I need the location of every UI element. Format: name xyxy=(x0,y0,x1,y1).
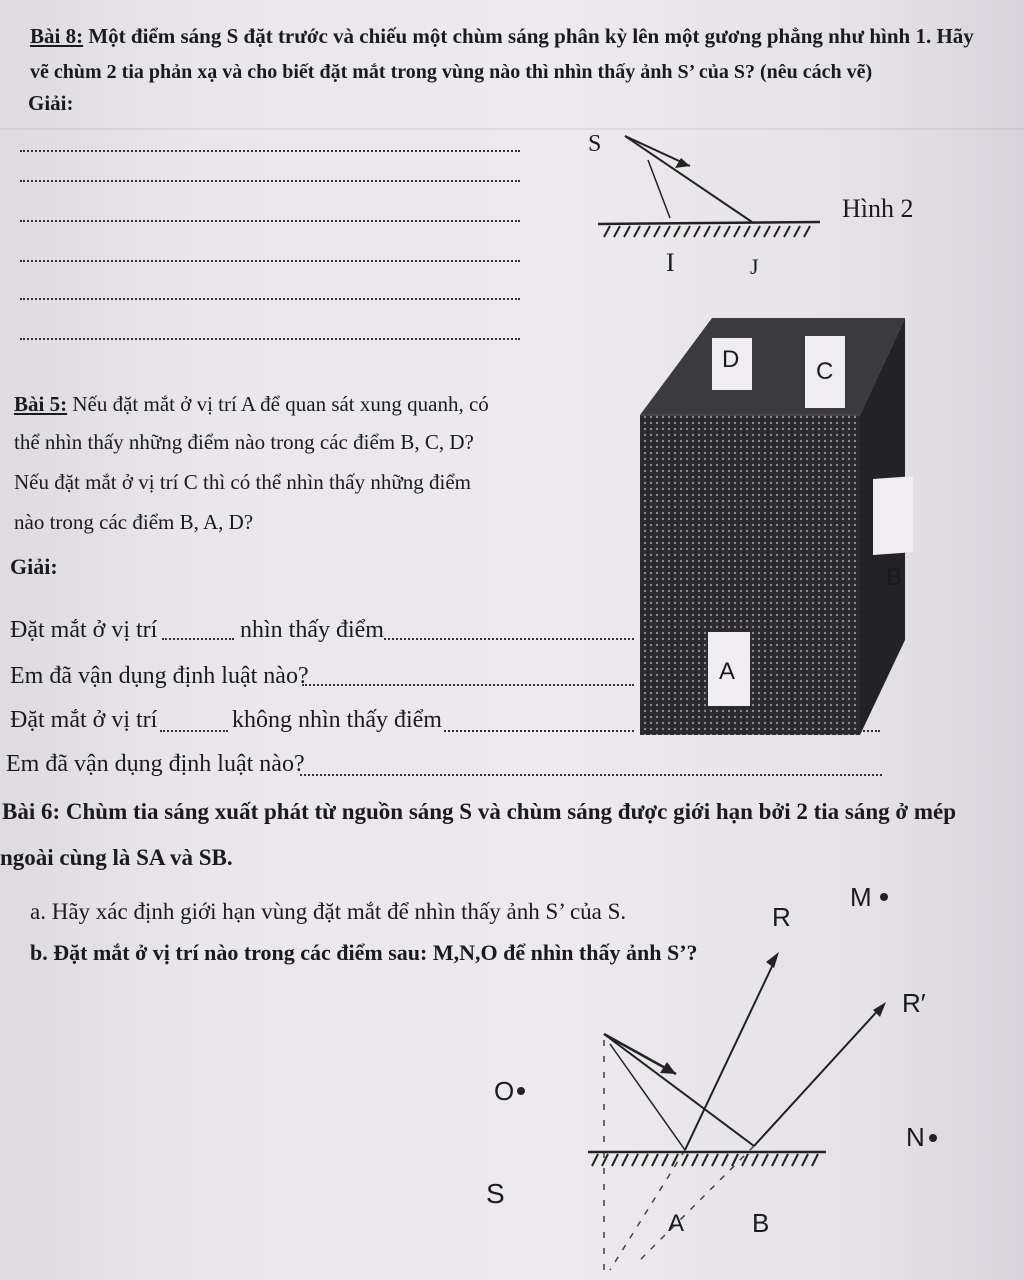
bai8-solution-label: Giải: xyxy=(28,91,74,115)
ray-r-label: R xyxy=(772,902,791,932)
bai5-law1: Em đã vận dụng định luật nào? xyxy=(10,663,309,689)
extension-dashed xyxy=(640,1146,754,1260)
bai8-text-line1: Một điểm sáng S đặt trước và chiếu một chùm sáng phân kỳ lên một gương phẳng như hình 1. Hãy xyxy=(88,24,974,48)
bai5-blank2b: không nhìn thấy điểm xyxy=(232,707,442,733)
point-d-label: D xyxy=(722,346,740,373)
point-m-dot xyxy=(880,893,888,901)
bai6-title-line2: ngoài cùng là SA và SB. xyxy=(0,845,233,870)
bai8-text-line2: vẽ chùm 2 tia phản xạ và cho biết đặt mắt trong vùng nào thì nhìn thấy ảnh S’ của S? (nêu cách vẽ) xyxy=(30,61,873,83)
bai6-title-line1: Bài 6: Chùm tia sáng xuất phát từ nguồn sáng S và chùm sáng được giới hạn bởi 2 tia sáng ở mép xyxy=(2,799,957,824)
point-b-label: B xyxy=(886,564,903,591)
bai5-solution-label: Giải: xyxy=(10,554,58,579)
point-o-dot xyxy=(517,1087,525,1095)
bai6-item-a: a. Hãy xác định giới hạn vùng đặt mắt để nhìn thấy ảnh S’ của S. xyxy=(30,899,627,924)
source-s-label: S xyxy=(486,1178,505,1209)
point-a-label: A xyxy=(719,658,736,685)
ray-inner xyxy=(610,1044,685,1150)
figure-caption: Hình 2 xyxy=(842,194,914,223)
reflected-ray-r xyxy=(685,958,776,1150)
source-s-label: S xyxy=(588,131,602,157)
bai5-number: Bài 5: xyxy=(14,392,68,416)
point-m-label: M xyxy=(850,882,872,912)
point-o-label: O xyxy=(494,1076,515,1106)
point-n-dot xyxy=(929,1134,937,1142)
bai5-blank1a: Đặt mắt ở vị trí xyxy=(10,617,158,643)
point-j-label: J xyxy=(750,254,759,279)
bai5-law2: Em đã vận dụng định luật nào? xyxy=(6,751,305,777)
bai6-item-b: b. Đặt mắt ở vị trí nào trong các điểm sau: M,N,O để nhìn thấy ảnh S’? xyxy=(30,940,698,965)
point-c-label: C xyxy=(816,358,834,385)
point-a-label: A xyxy=(668,1210,685,1237)
bai5-blank2a: Đặt mắt ở vị trí xyxy=(10,707,158,733)
bai5-q1: Nếu đặt mắt ở vị trí A để quan sát xung quanh, có xyxy=(72,392,489,416)
reflected-ray-r-prime xyxy=(754,1006,882,1146)
arrow-head xyxy=(766,952,779,968)
bai5-q3: Nếu đặt mắt ở vị trí C thì có thể nhìn thấy những điểm xyxy=(14,470,471,494)
point-i-label: I xyxy=(666,248,675,277)
bai8-number: Bài 8: xyxy=(30,24,84,48)
bai5-blank1b: nhìn thấy điểm xyxy=(240,617,384,643)
mirror-hatching xyxy=(592,1154,818,1166)
arrow-head xyxy=(660,1062,676,1074)
bai5-q4: nào trong các điểm B, A, D? xyxy=(14,510,254,534)
ray-r-prime-label: R′ xyxy=(902,988,926,1018)
point-n-label: N xyxy=(906,1122,925,1152)
point-b-label: B xyxy=(752,1208,770,1238)
bai5-q2: thể nhìn thấy những điểm nào trong các điểm B, C, D? xyxy=(14,430,474,454)
